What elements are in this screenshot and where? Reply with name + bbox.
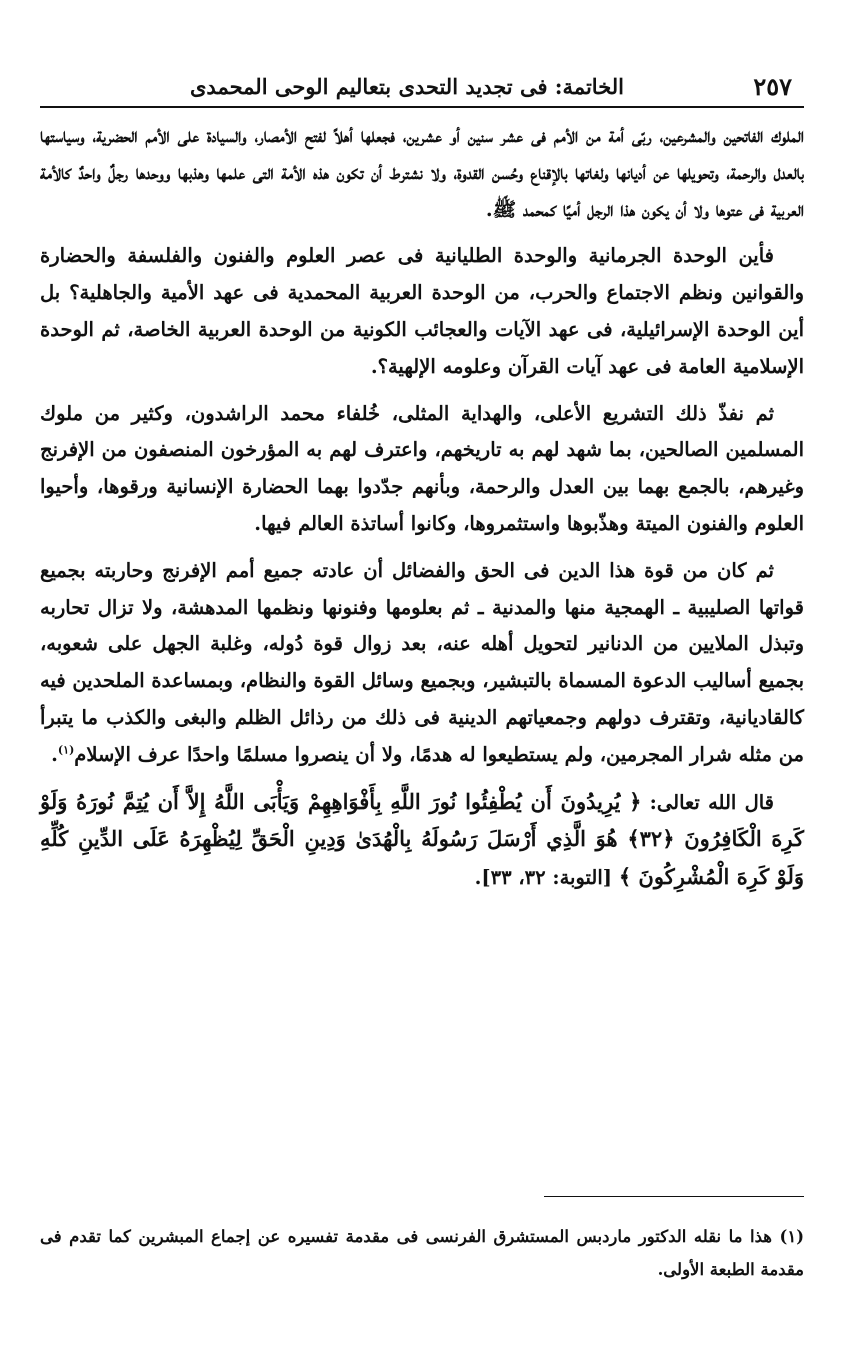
footnote-reference: (١) xyxy=(57,743,75,757)
main-text xyxy=(40,118,804,907)
paragraph-4-end: . xyxy=(51,742,58,766)
quran-citation: [التوبة: ٣٢، ٣٣]. xyxy=(474,866,619,890)
running-title: الخاتمة: فى تجديد التحدى بتعاليم الوحى المحمدى xyxy=(190,74,624,99)
footnote-separator xyxy=(544,1196,804,1197)
paragraph-4 xyxy=(40,553,804,774)
paragraph-4-text: ثم كان من قوة هذا الدين فى الحق والفضائل أن عادته جميع أمم الإفرنج وحاربته بجميع قواتها الصليبية ـ الهمجية منها والمدنية ـ ثم بعلومها وفنونها ونظمها المدهشة، ولا تزال تحاربه وتبذل الملايين من الدنانير لتحويل أهله عنه، بعد زوال قوة دُوله، وغلبة الجهل على شعوبه، بجميع أساليب الدعوة المسماة بالتبشير، وبجميع وسائل القوة والنظام، وبمساعدة الملحدين فيه كالقاديانية، وتقترف دولهم وجمعياتهم الدينية فى ذلك من رذائل الظلم والبغى والكذب ما يتبرأ من مثله شرار المجرمين، ولم يستطيعوا له هدمًا، ولا أن ينصروا مسلمًا واحدًا عرف الإسلام xyxy=(39,558,804,766)
paragraph-1: الملوك الفاتحين والمشرعين، ربّى أمة من الأمم فى عشر سنين أو عشرين، فجعلها أهلاً لفتح الأمصار، والسيادة على الأمم الحضرية، وسياستها بالعدل والرحمة، وتحويلها عن أديانها ولغاتها بالإقناع وحُسن القدوة، ولا نشترط أن تكون هذه الأمة التى علمها وهذبها ووحدها رجلٌ واحدٌ كالأمة العربية فى عتوها ولا أن يكون هذا الرجل أميًا كمحمد ﷺ. xyxy=(40,124,804,221)
paragraph-5 xyxy=(40,784,804,897)
paragraph-3: ثم نفذّ ذلك التشريع الأعلى، والهداية المثلى، خُلفاء محمد الراشدون، وكثير من ملوك المسلمين الصالحين، بما شهد لهم به تاريخهم، واعترف لهم به المؤرخون المنصفون من الإفرنج وغيرهم، بالجمع بهما بين العدل والرحمة، وبأنهم جدّدوا بهما الحضارة الإنسانية ورقوها، وأحيوا العلوم والفنون الميتة وهذّبوها واستثمروها، وكانوا أساتذة العالم فيها. xyxy=(40,401,804,535)
page-header xyxy=(40,66,804,108)
page-number: ٢٥٧ xyxy=(753,72,792,101)
paragraph-2: فأين الوحدة الجرمانية والوحدة الطليانية فى عصر العلوم والفنون والفلسفة والحضارة والقوانين ونظم الاجتماع والحرب، من الوحدة العربية المحمدية فى عهد الأمية والجاهلية؟ بل أين الوحدة الإسرائيلية، فى عهد الآيات والعجائب الكونية من الوحدة العربية الخاصة، ثم الوحدة الإسلامية العامة فى عهد آيات القرآن وعلومه الإلهية؟. xyxy=(40,244,804,378)
footnote-block xyxy=(40,1220,804,1286)
quran-verse: ﴿ يُرِيدُونَ أَن يُطْفِئُوا نُورَ اللَّهِ بِأَفْوَاهِهِمْ وَيَأْبَى اللَّهُ إِلاَّ أَن يُتِمَّ نُورَهُ وَلَوْ كَرِهَ الْكَافِرُونَ ﴿٣٢﴾ هُوَ الَّذِي أَرْسَلَ رَسُولَهُ بِالْهُدَىٰ وَدِينِ الْحَقِّ لِيُظْهِرَهُ عَلَى الدِّينِ كُلِّهِ وَلَوْ كَرِهَ الْمُشْرِكُونَ ﴾ xyxy=(40,788,804,890)
footnote-1: (١) هذا ما نقله الدكتور ماردبس المستشرق الفرنسى فى مقدمة تفسيره عن إجماع المبشرين كما تقدم فى مقدمة الطبعة الأولى. xyxy=(40,1227,804,1279)
quran-intro: قال الله تعالى: xyxy=(641,790,774,814)
